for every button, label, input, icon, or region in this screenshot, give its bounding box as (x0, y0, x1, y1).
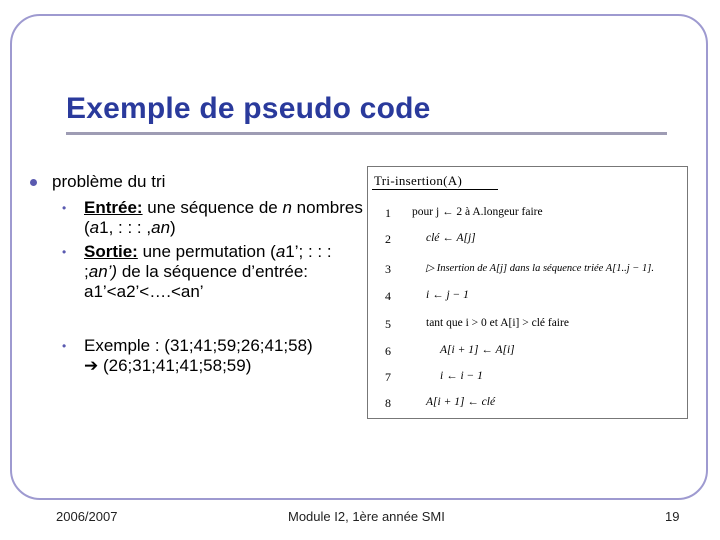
bullet-main-text: problème du tri (52, 172, 166, 191)
footer-course: Module I2, 1ère année SMI (288, 509, 445, 524)
title-underline (66, 132, 667, 135)
code-line: clé ← A[j] (426, 232, 476, 244)
algorithm-image (367, 166, 688, 419)
arrow-right-icon: ➔ (84, 356, 99, 375)
line-number: 1 (385, 206, 391, 220)
footer-page-number: 19 (665, 509, 680, 524)
line-number: 7 (385, 370, 391, 384)
sortie-text-3: de la séquence d’entrée: a1’<a2’<….<an’ (84, 262, 309, 301)
code-line: ▷ Insertion de A[j] dans la séquence triée A[1..j − 1]. (426, 263, 654, 274)
code-line: i ← j − 1 (426, 289, 469, 301)
slide-content (28, 172, 363, 380)
entree-n: n (282, 198, 292, 217)
code-line: A[i + 1] ← clé (426, 396, 496, 408)
sortie-label: Sortie: (84, 242, 138, 261)
algorithm-header: Tri-insertion(A) (374, 173, 463, 188)
line-number: 6 (385, 344, 391, 358)
entree-label: Entrée: (84, 198, 143, 217)
algorithm-header-rule (372, 189, 498, 190)
footer-date: 2006/2007 (56, 509, 118, 524)
slide-title: Exemple de pseudo code (66, 92, 431, 125)
code-line: A[i + 1] ← A[i] (440, 344, 515, 356)
line-number: 3 (385, 262, 391, 276)
line-number: 5 (385, 317, 391, 331)
bullet-exemple (28, 336, 363, 376)
line-number: 2 (385, 232, 391, 246)
exemple-line-2: (26;31;41;41;58;59) (98, 356, 252, 375)
sortie-a1: a (275, 242, 286, 261)
line-number: 8 (385, 396, 391, 410)
sortie-text-2: 1’; : : : ; (84, 242, 332, 281)
bullet-dot-icon: • (62, 201, 67, 215)
entree-a1: a (89, 218, 100, 237)
bullet-dot-icon: • (62, 245, 67, 259)
bullet-sortie (28, 242, 363, 302)
entree-text-3: 1, : : : , (99, 218, 152, 237)
bullet-dot-icon: • (62, 339, 67, 353)
code-line: pour j ← 2 à A.longeur faire (412, 206, 543, 218)
entree-an: an (151, 218, 171, 237)
exemple-line-1: Exemple : (31;41;59;26;41;58) (84, 336, 313, 355)
sortie-text-1: une permutation ( (137, 242, 276, 261)
bullet-entree (28, 198, 363, 238)
entree-text-2: nombres ( (84, 198, 363, 237)
sortie-an: an’) (88, 262, 118, 281)
code-line: i ← i − 1 (440, 370, 483, 382)
bullet-main (28, 172, 363, 192)
entree-text-4: ) (170, 218, 176, 237)
entree-text-1: une séquence de (142, 198, 283, 217)
line-number: 4 (385, 289, 391, 303)
code-line: tant que i > 0 et A[i] > clé faire (426, 317, 569, 329)
